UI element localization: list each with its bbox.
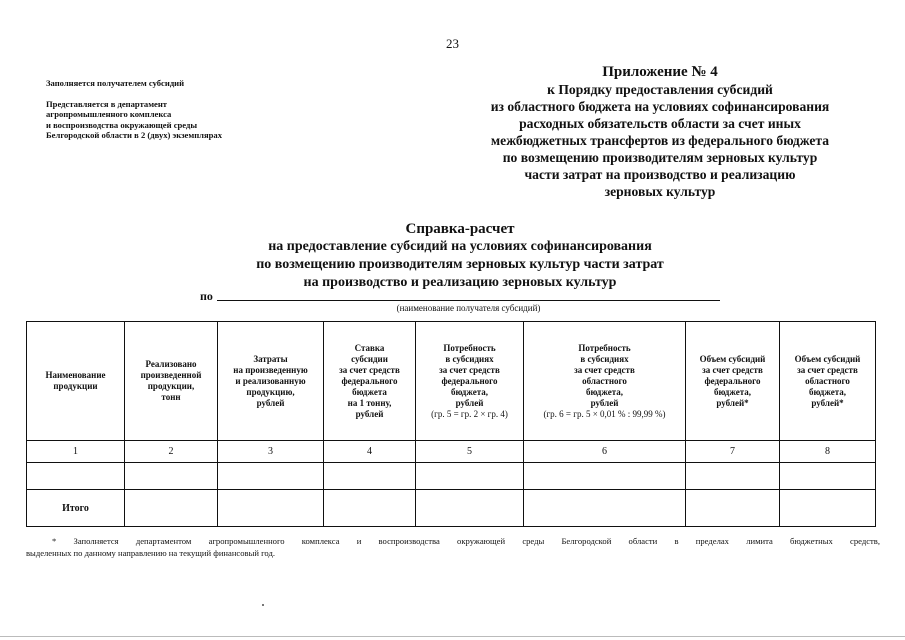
table-cell[interactable] (125, 463, 218, 490)
table-cell[interactable] (416, 463, 524, 490)
table-row (27, 463, 876, 490)
annex-line: межбюджетных трансфертов из федерального бюджета (490, 133, 830, 148)
submitted-line: агропромышленного комплекса (46, 109, 172, 119)
column-number: 2 (125, 441, 218, 463)
document-subtitle-line: на производство и реализацию зерновых культур (303, 275, 617, 290)
footnote-line: * Заполняется департаментом агропромышленного комплекса и воспроизводства окружающей среды Белгородской области в пределах лимита бюджетных средств, (52, 536, 880, 546)
header-cell: Затраты на произведенную и реализованную продукцию, рублей (218, 322, 324, 441)
column-number: 1 (27, 441, 125, 463)
submitted-line: Представляется в департамент (46, 98, 168, 109)
submitted-line: Белгородской области в 2 (двух) экземплярах (46, 130, 223, 140)
annex-line: части затрат на производство и реализацию (524, 167, 796, 182)
left-note (46, 78, 306, 141)
column-number: 6 (524, 441, 686, 463)
total-row (27, 490, 876, 527)
annex-title: Приложение № 4 (602, 64, 718, 80)
table-cell[interactable] (324, 490, 416, 527)
table-cell[interactable] (125, 490, 218, 527)
annex-line: из областного бюджета на условиях софинансирования (490, 99, 830, 114)
submitted-line: и воспроизводства окружающей среды (46, 119, 198, 130)
calculation-table (26, 321, 876, 527)
page-number: 23 (446, 36, 459, 51)
annex-header (440, 64, 880, 200)
recipient-prefix: по (200, 289, 213, 303)
table-cell[interactable] (524, 463, 686, 490)
recipient-name-field[interactable] (217, 300, 720, 301)
column-number-row (27, 441, 876, 463)
header-cell: Реализовано произведенной продукции, тонн (125, 322, 218, 441)
document-subtitle-line: по возмещению производителям зерновых культур части затрат (256, 257, 664, 272)
column-number: 7 (686, 441, 780, 463)
page-edge (0, 636, 905, 637)
table-cell[interactable] (27, 463, 125, 490)
footnote (26, 535, 880, 559)
footnote-line: выделенных по данному направлению на текущий финансовый год. (26, 548, 276, 558)
table-cell[interactable] (218, 463, 324, 490)
spacer (46, 89, 306, 99)
column-number: 4 (324, 441, 416, 463)
scan-speck (262, 604, 264, 606)
header-cell: Объем субсидий за счет средств федерального бюджета, рублей* (686, 322, 780, 441)
annex-line: зерновых культур (604, 184, 716, 199)
total-label: Итого (27, 490, 125, 527)
column-number: 3 (218, 441, 324, 463)
header-cell: Объем субсидий за счет средств областного бюджета, рублей* (780, 322, 876, 441)
table-header-row (27, 322, 876, 441)
table-cell[interactable] (416, 490, 524, 527)
annex-line: по возмещению производителям зерновых культур (502, 150, 818, 165)
filled-by-note: Заполняется получателем субсидий (46, 78, 185, 88)
header-cell: Потребность в субсидиях за счет средств областного бюджета, рублей (гр. 6 = гр. 5 × 0,01 % : 99,99 %) (524, 322, 686, 441)
table-cell[interactable] (524, 490, 686, 527)
header-cell: Ставка субсидии за счет средств федерального бюджета на 1 тонну, рублей (324, 322, 416, 441)
table-cell[interactable] (218, 490, 324, 527)
document-subtitle-line: на предоставление субсидий на условиях софинансирования (268, 239, 652, 254)
table-cell[interactable] (686, 490, 780, 527)
recipient-caption: (наименование получателя субсидий) (396, 303, 541, 313)
header-cell: Наименование продукции (27, 322, 125, 441)
column-number: 5 (416, 441, 524, 463)
table-cell[interactable] (780, 490, 876, 527)
document-heading: Справка-расчет (405, 221, 515, 237)
table-cell[interactable] (780, 463, 876, 490)
table-cell[interactable] (686, 463, 780, 490)
document-title (190, 220, 730, 292)
annex-line: к Порядку предоставления субсидий (547, 82, 773, 97)
table-cell[interactable] (324, 463, 416, 490)
header-cell: Потребность в субсидиях за счет средств федерального бюджета, рублей (гр. 5 = гр. 2 × гр. 4) (416, 322, 524, 441)
annex-line: расходных обязательств области за счет иных (519, 116, 801, 131)
column-number: 8 (780, 441, 876, 463)
